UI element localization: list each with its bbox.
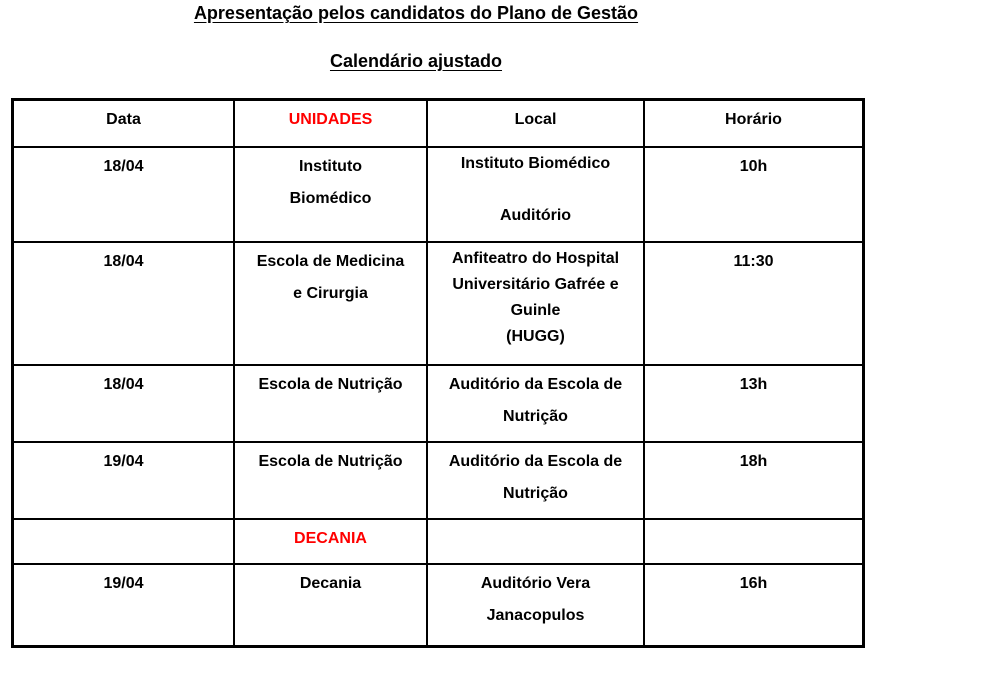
table-cell <box>234 365 427 442</box>
table-row <box>13 242 864 365</box>
cell-line: Instituto Biomédico <box>460 155 611 172</box>
table-cell <box>427 365 644 442</box>
cell-line: 18/04 <box>103 158 144 175</box>
cell-line: 13h <box>739 376 768 393</box>
schedule-table-body <box>13 147 864 646</box>
cell-line: Instituto <box>298 158 363 175</box>
column-header-data <box>13 100 235 148</box>
cell-line: Guinle <box>510 302 561 319</box>
table-header-row <box>13 100 864 148</box>
table-row <box>13 442 864 519</box>
cell-line: Janacopulos <box>486 607 585 624</box>
column-header-label: UNIDADES <box>288 111 373 128</box>
cell-line: Anfiteatro do Hospital <box>451 250 620 267</box>
table-cell <box>427 519 644 564</box>
cell-line: (HUGG) <box>506 328 565 345</box>
table-cell <box>234 442 427 519</box>
column-header-label: Data <box>106 111 141 128</box>
cell-line: Auditório <box>499 207 572 224</box>
table-cell <box>13 442 235 519</box>
cell-line: Nutrição <box>503 485 568 502</box>
table-cell <box>427 442 644 519</box>
cell-line: Nutrição <box>503 408 568 425</box>
cell-line: Universitário Gafrée e <box>452 276 619 293</box>
table-row <box>13 147 864 242</box>
cell-line: Biomédico <box>289 190 372 207</box>
column-header-label: Horário <box>725 111 782 128</box>
column-header-local <box>427 100 644 148</box>
cell-line: 19/04 <box>103 575 144 592</box>
table-cell <box>644 365 864 442</box>
table-cell <box>427 147 644 242</box>
table-cell <box>13 564 235 646</box>
document-page <box>11 0 821 648</box>
table-cell <box>13 147 235 242</box>
cell-line: 18h <box>739 453 768 470</box>
cell-line: Decania <box>299 575 362 592</box>
table-cell <box>644 442 864 519</box>
cell-line <box>432 177 639 203</box>
cell-line: 18/04 <box>103 253 144 270</box>
cell-line: Escola de Nutrição <box>258 376 403 393</box>
table-cell <box>234 519 427 564</box>
table-row <box>13 365 864 442</box>
table-cell <box>234 147 427 242</box>
cell-line: 19/04 <box>103 453 144 470</box>
table-row <box>13 519 864 564</box>
table-cell <box>13 519 235 564</box>
table-cell <box>234 564 427 646</box>
page-title: Apresentação pelos candidatos do Plano de Gestão <box>193 3 639 23</box>
table-cell <box>427 242 644 365</box>
table-cell <box>644 147 864 242</box>
cell-line: 18/04 <box>103 376 144 393</box>
table-cell <box>644 564 864 646</box>
column-header-label: Local <box>514 111 557 128</box>
cell-line: 10h <box>739 158 768 175</box>
column-header-unidades <box>234 100 427 148</box>
cell-line: Escola de Nutrição <box>258 453 403 470</box>
table-cell <box>644 519 864 564</box>
table-cell <box>13 242 235 365</box>
table-row <box>13 564 864 646</box>
cell-line: Auditório da Escola de <box>448 453 623 470</box>
table-cell <box>644 242 864 365</box>
cell-line: 11:30 <box>733 253 774 270</box>
table-cell <box>427 564 644 646</box>
cell-line: Auditório da Escola de <box>448 376 623 393</box>
page-subtitle: Calendário ajustado <box>329 51 503 71</box>
table-cell <box>13 365 235 442</box>
cell-line: Escola de Medicina <box>256 253 405 270</box>
column-header-horário <box>644 100 864 148</box>
table-cell <box>234 242 427 365</box>
cell-line: e Cirurgia <box>293 285 368 302</box>
schedule-table <box>11 98 865 648</box>
cell-line: DECANIA <box>294 530 367 547</box>
cell-line: 16h <box>739 575 768 592</box>
cell-line: Auditório Vera <box>480 575 591 592</box>
